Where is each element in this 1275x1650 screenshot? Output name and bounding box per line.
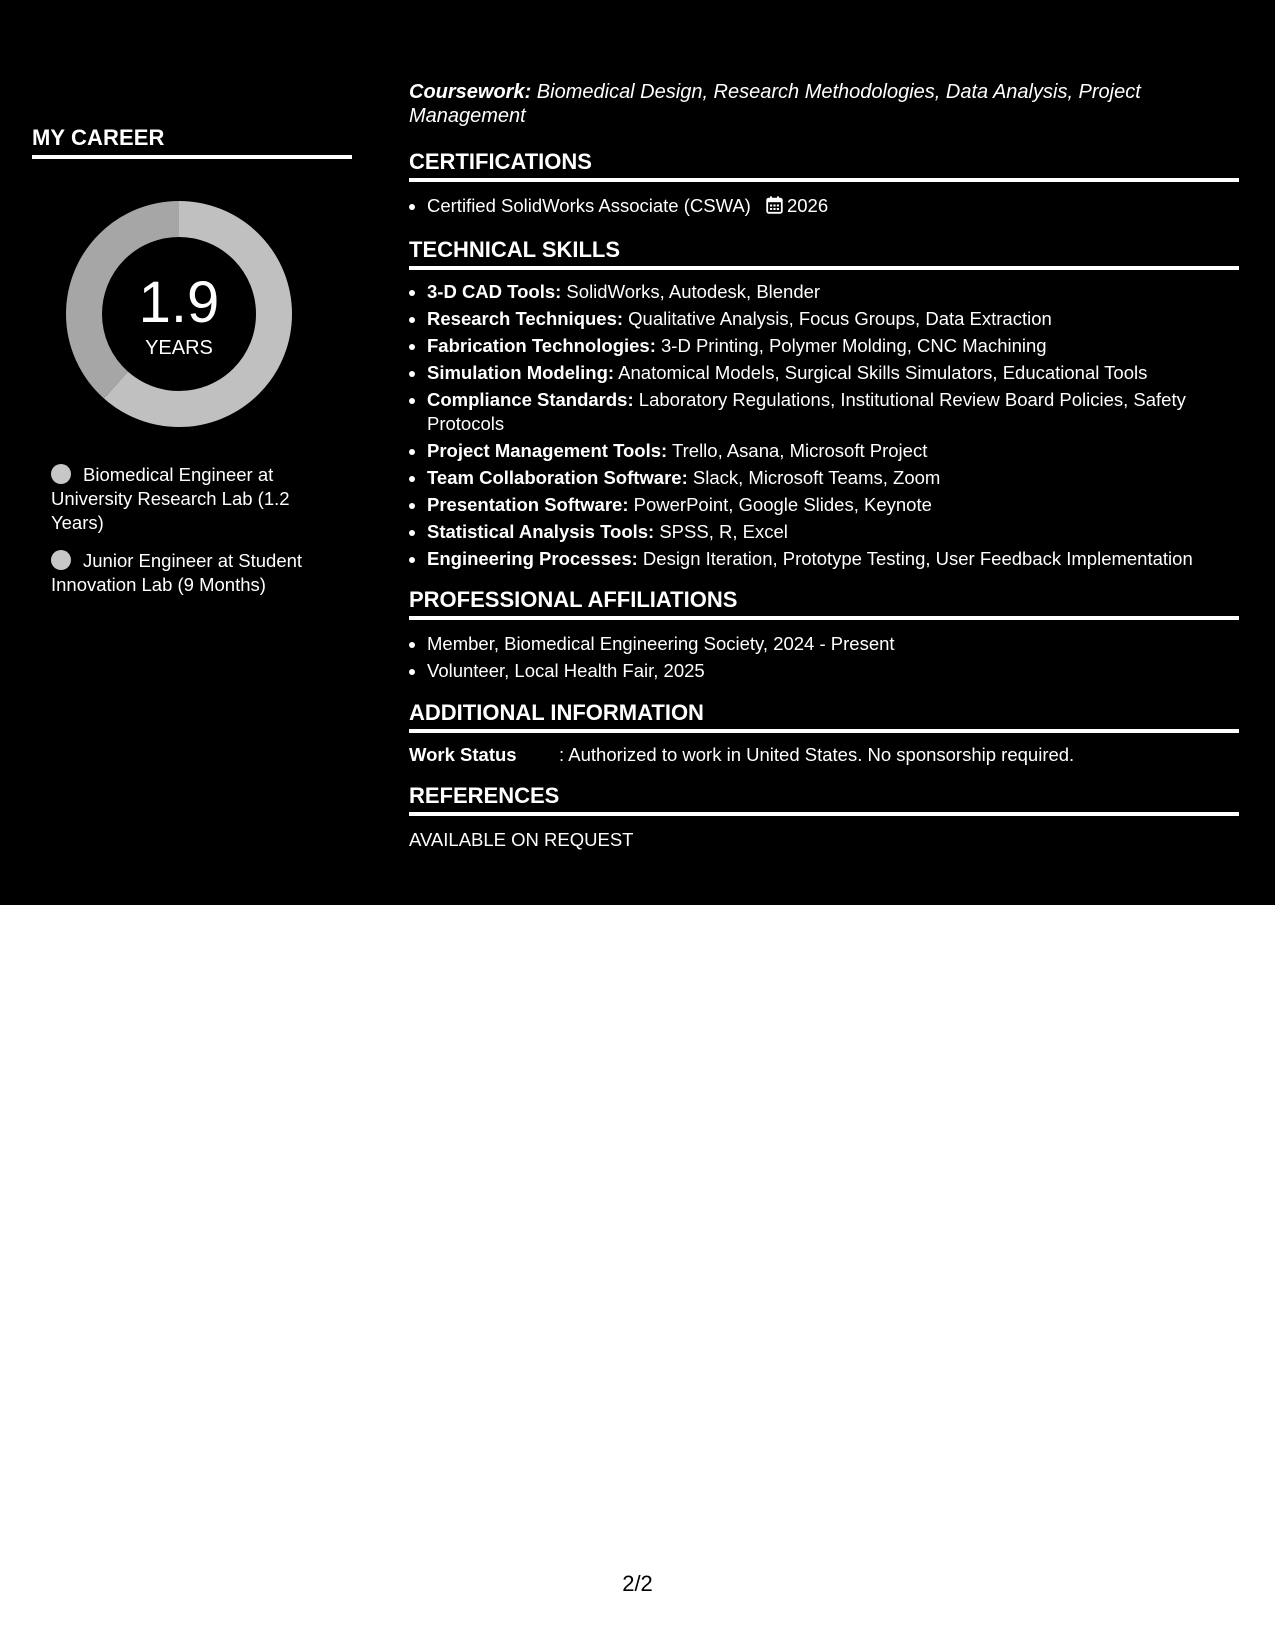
certifications-heading: CERTIFICATIONS (409, 148, 1239, 182)
affiliations-section (409, 586, 1239, 684)
career-total-unit: YEARS (145, 337, 213, 359)
skill-value: Qualitative Analysis, Focus Groups, Data Extraction (623, 308, 1052, 329)
certifications-section (409, 148, 1239, 221)
skill-label: Team Collaboration Software: (427, 467, 688, 488)
career-total-years: 1.9 (138, 270, 220, 335)
skill-value: Slack, Microsoft Teams, Zoom (687, 467, 941, 488)
skill-label: 3-D CAD Tools: (427, 281, 562, 302)
skill-value: Laboratory Regulations, Institutional Review Board Policies, Safety Protocols (427, 389, 1186, 434)
career-item-label: Biomedical Engineer at University Research Lab (1.2 Years) (51, 464, 290, 533)
skill-item (427, 520, 1239, 544)
skill-value: SPSS, R, Excel (654, 521, 788, 542)
certification-item (427, 192, 1239, 221)
skill-label: Presentation Software: (427, 494, 629, 515)
skill-item (427, 280, 1239, 304)
skill-value: Design Iteration, Prototype Testing, User Feedback Implementation (637, 548, 1193, 569)
references-heading: REFERENCES (409, 782, 1239, 816)
skill-value: 3-D Printing, Polymer Molding, CNC Machining (655, 335, 1047, 356)
skill-label: Simulation Modeling: (427, 362, 615, 383)
affiliations-heading: PROFESSIONAL AFFILIATIONS (409, 586, 1239, 620)
affiliation-item: • Volunteer, Local Health Fair, 2025 (427, 657, 1239, 684)
skill-value: Trello, Asana, Microsoft Project (667, 440, 928, 461)
coursework-text: Biomedical Design, Research Methodologies, Data Analysis, Project Management (409, 81, 1141, 127)
technical-skills-section (409, 236, 1239, 571)
skill-value: PowerPoint, Google Slides, Keynote (628, 494, 932, 515)
skill-label: Research Techniques: (427, 308, 624, 329)
affiliations-list (409, 630, 1239, 684)
career-list-item (51, 549, 341, 597)
career-dot-icon (51, 464, 71, 484)
career-donut-chart (66, 201, 292, 427)
skill-label: Compliance Standards: (427, 389, 634, 410)
work-status-label: Work Status (409, 744, 517, 765)
skill-label: Statistical Analysis Tools: (427, 521, 655, 542)
certifications-list (409, 192, 1239, 221)
skill-item (427, 361, 1239, 385)
skill-label: Project Management Tools: (427, 440, 668, 461)
career-sidebar (32, 124, 352, 611)
skill-item (427, 547, 1239, 571)
career-list (32, 463, 341, 597)
career-heading: MY CAREER (32, 124, 352, 159)
page-number: 2/2 (622, 1571, 653, 1596)
calendar-icon (766, 194, 783, 221)
work-status-value: : Authorized to work in United States. No sponsorship required. (559, 744, 1075, 765)
skill-item (427, 439, 1239, 463)
skill-label: Fabrication Technologies: (427, 335, 656, 356)
technical-skills-heading: TECHNICAL SKILLS (409, 236, 1239, 270)
work-status-row (409, 743, 1239, 767)
skill-item (427, 307, 1239, 331)
skill-item (427, 388, 1239, 436)
skill-item (427, 466, 1239, 490)
career-dot-icon (51, 550, 71, 570)
coursework-line (409, 80, 1239, 128)
additional-info-heading: ADDITIONAL INFORMATION (409, 699, 1239, 733)
career-list-item (51, 463, 341, 535)
certification-name: Certified SolidWorks Associate (CSWA) (427, 195, 751, 216)
skill-item (427, 334, 1239, 358)
additional-info-section (409, 699, 1239, 767)
skill-label: Engineering Processes: (427, 548, 638, 569)
skill-value: SolidWorks, Autodesk, Blender (561, 281, 821, 302)
career-item-label: Junior Engineer at Student Innovation Lab (9 Months) (51, 550, 303, 595)
resume-main-content (409, 80, 1239, 867)
skill-value: Anatomical Models, Surgical Skills Simulators, Educational Tools (614, 362, 1148, 383)
certification-year: 2026 (786, 195, 829, 216)
coursework-label: Coursework: (409, 81, 532, 103)
references-text: AVAILABLE ON REQUEST (409, 829, 634, 850)
technical-skills-list (409, 280, 1239, 571)
skill-item (427, 493, 1239, 517)
references-section (409, 782, 1239, 852)
affiliation-item: • Member, Biomedical Engineering Society, 2024 - Present (427, 630, 1239, 657)
